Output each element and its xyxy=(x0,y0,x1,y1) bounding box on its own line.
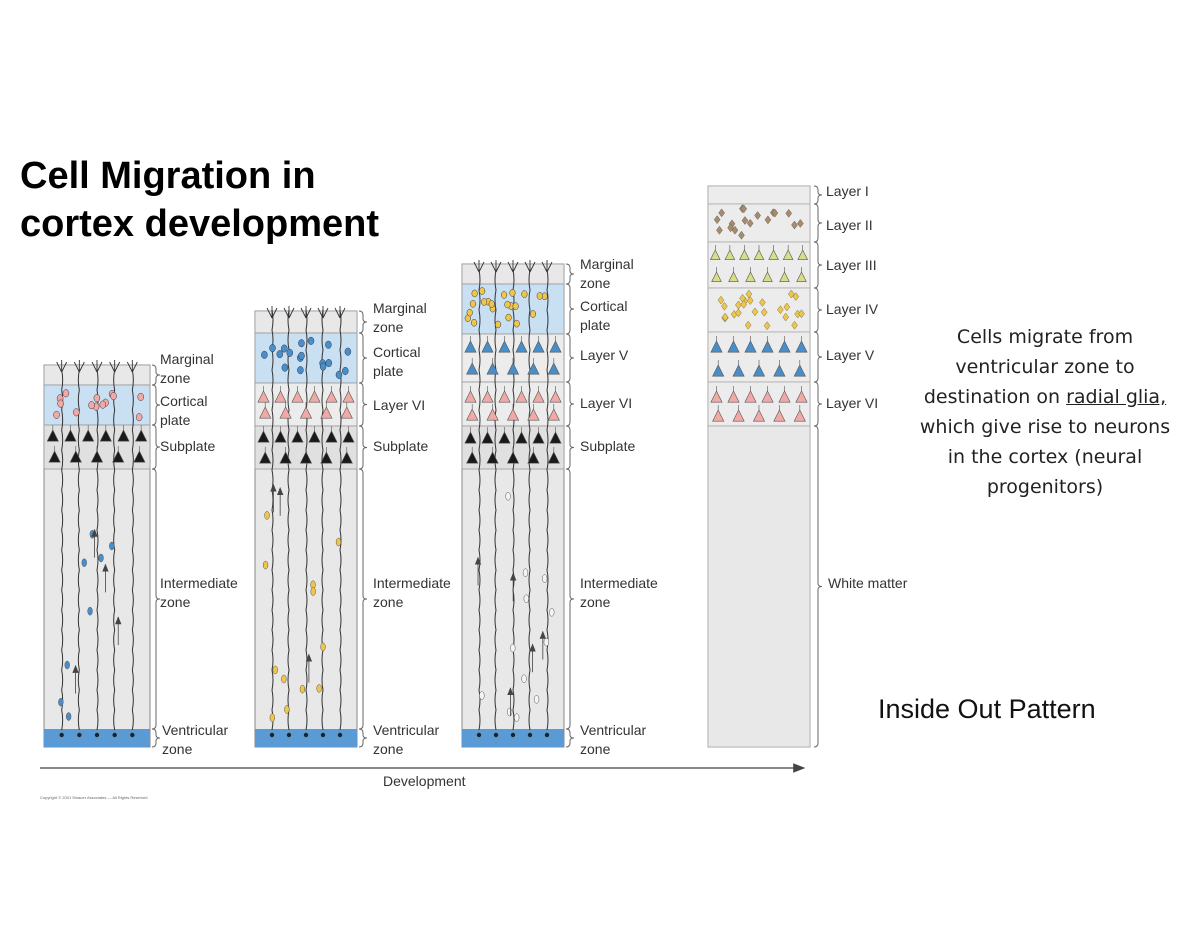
stage-3-column xyxy=(462,260,564,747)
zone-bracket xyxy=(814,288,822,332)
stage-1-ventricular-zone xyxy=(44,729,150,747)
cortical-neuron xyxy=(470,300,476,307)
zone-bracket xyxy=(814,332,822,382)
cortical-neuron xyxy=(505,301,511,308)
glia-soma xyxy=(545,733,549,737)
glia-soma xyxy=(494,733,498,737)
cortical-neuron xyxy=(320,363,326,371)
cortical-neuron xyxy=(479,288,485,295)
zone-bracket xyxy=(152,469,160,729)
stage-4-white-matter xyxy=(708,426,810,747)
zone-bracket xyxy=(566,334,574,382)
glia-soma xyxy=(270,733,274,737)
cortical-neuron xyxy=(325,341,331,349)
s1-subplate-label: Subplate xyxy=(160,438,216,454)
migrating-cell xyxy=(542,575,547,583)
cortical-neuron xyxy=(89,401,95,409)
glia-soma xyxy=(77,733,81,737)
s2-marginal-label-1: Marginal xyxy=(373,300,427,316)
migrating-cell xyxy=(109,542,114,550)
cortical-neuron xyxy=(136,413,142,421)
s3-ventricular-label-1: Ventricular xyxy=(580,722,647,738)
migrating-cell xyxy=(99,554,104,562)
cortical-neuron xyxy=(261,351,267,359)
s1-ventricular-label-2: zone xyxy=(162,741,193,757)
s3-subplate-label: Subplate xyxy=(580,438,636,454)
cortical-neuron xyxy=(298,339,304,347)
zone-bracket xyxy=(359,426,367,469)
cortical-neuron xyxy=(73,409,79,417)
migrating-cell xyxy=(549,608,554,616)
s4-white-matter-label: White matter xyxy=(828,575,908,591)
s2-cortical-label-2: plate xyxy=(373,363,404,379)
zone-bracket xyxy=(359,383,367,426)
cortical-neuron xyxy=(100,401,106,409)
migrating-cell xyxy=(514,714,519,722)
stage-2-column xyxy=(255,306,357,747)
zone-bracket xyxy=(152,425,160,469)
stage-2-labels xyxy=(373,300,451,757)
migrating-cell xyxy=(270,714,275,722)
cortical-neuron xyxy=(326,359,332,367)
cortical-neuron xyxy=(467,309,473,316)
cortical-neuron xyxy=(94,394,100,402)
cortical-neuron xyxy=(54,411,60,419)
migrating-cell xyxy=(265,511,270,519)
s2-layer6-label: Layer VI xyxy=(373,397,426,413)
cortical-neuron xyxy=(501,291,507,298)
s3-marginal-label-1: Marginal xyxy=(580,256,634,272)
cortical-neuron xyxy=(63,390,69,398)
cortical-neuron xyxy=(336,371,342,379)
s1-intermediate-label-2: zone xyxy=(160,594,191,610)
title-line-2: cortex development xyxy=(20,203,379,245)
radial-glia-term: radial glia, xyxy=(1066,386,1167,408)
cortical-neuron xyxy=(513,303,519,310)
s4-layer1-label: Layer I xyxy=(826,183,869,199)
zone-bracket xyxy=(566,382,574,426)
zone-bracket xyxy=(566,469,574,729)
cortical-neuron xyxy=(58,400,64,408)
cortical-neuron xyxy=(287,349,293,357)
s2-ventricular-label-1: Ventricular xyxy=(373,722,440,738)
s3-cortical-label-2: plate xyxy=(580,317,611,333)
stage-4-labels xyxy=(826,183,908,591)
s3-cortical-label-1: Cortical xyxy=(580,298,628,314)
migrating-cell xyxy=(544,638,549,646)
glia-soma xyxy=(321,733,325,737)
stage-1-labels xyxy=(160,351,238,757)
s2-ventricular-label-2: zone xyxy=(373,741,404,757)
inside-out-pattern-label: Inside Out Pattern xyxy=(878,694,1096,724)
migrating-cell xyxy=(336,538,341,546)
glia-soma xyxy=(528,733,532,737)
glia-soma xyxy=(130,733,134,737)
cortical-neuron xyxy=(471,319,477,326)
migrating-cell xyxy=(510,644,515,652)
zone-bracket xyxy=(814,382,822,426)
s4-layer6-label: Layer VI xyxy=(826,395,879,411)
migrating-cell xyxy=(524,595,529,603)
migrating-cell xyxy=(507,708,512,716)
zone-bracket xyxy=(814,242,822,288)
glia-soma xyxy=(511,733,515,737)
cortical-neuron xyxy=(489,300,495,307)
s3-intermediate-label-2: zone xyxy=(580,594,611,610)
cortical-neuron xyxy=(506,314,512,321)
s4-layer2-label: Layer II xyxy=(826,217,873,233)
stage-1-column xyxy=(44,360,150,747)
cortical-neuron xyxy=(342,367,348,375)
zone-bracket xyxy=(152,729,160,747)
cortical-neuron xyxy=(510,289,516,296)
migrating-cell xyxy=(300,685,305,693)
glia-soma xyxy=(95,733,99,737)
stage-4-column xyxy=(708,186,810,747)
s4-layer5-label: Layer V xyxy=(826,347,875,363)
cortical-neuron xyxy=(282,364,288,372)
zone-bracket xyxy=(359,311,367,333)
zone-bracket xyxy=(152,365,160,385)
cortical-neuron xyxy=(514,320,520,327)
glia-soma xyxy=(112,733,116,737)
cortical-neuron xyxy=(530,311,536,318)
s2-marginal-label-2: zone xyxy=(373,319,404,335)
s2-intermediate-label-2: zone xyxy=(373,594,404,610)
s1-cortical-label-2: plate xyxy=(160,412,191,428)
stage-2-ventricular-zone xyxy=(255,729,357,747)
s1-cortical-label-1: Cortical xyxy=(160,393,208,409)
migrating-cell xyxy=(479,692,484,700)
cortical-neuron xyxy=(308,337,314,345)
cortical-neuron xyxy=(277,350,283,358)
s3-layer6-label: Layer VI xyxy=(580,395,633,411)
migrating-cell xyxy=(65,661,70,669)
s3-intermediate-label-1: Intermediate xyxy=(580,575,658,591)
migrating-cell xyxy=(284,705,289,713)
s3-marginal-label-2: zone xyxy=(580,275,611,291)
glia-soma xyxy=(338,733,342,737)
zone-bracket xyxy=(814,186,822,204)
zone-bracket xyxy=(152,385,160,425)
migrating-cell xyxy=(522,675,527,683)
zone-bracket xyxy=(814,204,822,242)
migrating-cell xyxy=(90,530,95,538)
cortical-neuron xyxy=(345,348,351,356)
title-line-1: Cell Migration in xyxy=(20,155,316,197)
note-part-1: Cells migrate from ventricular zone to destination on xyxy=(923,326,1135,408)
s1-marginal-label-2: zone xyxy=(160,370,191,386)
stage-3-labels xyxy=(580,256,658,757)
development-label: Development xyxy=(383,773,466,789)
migrating-cell xyxy=(506,492,511,500)
cortical-neuron xyxy=(537,292,543,299)
zone-bracket xyxy=(814,426,822,747)
note-part-2: which give rise to neurons in the cortex (neural progenitors) xyxy=(919,416,1171,498)
cortical-neuron xyxy=(472,290,478,297)
cortical-neuron xyxy=(298,352,304,360)
cortical-neuron xyxy=(481,298,487,305)
glia-soma xyxy=(287,733,291,737)
s2-cortical-label-1: Cortical xyxy=(373,344,421,360)
migrating-cell xyxy=(281,675,286,683)
s3-layer5-label: Layer V xyxy=(580,347,629,363)
migrating-cell xyxy=(523,569,528,577)
migrating-cell xyxy=(263,561,268,569)
stage-4-layer-1 xyxy=(708,186,810,204)
s1-ventricular-label-1: Ventricular xyxy=(162,722,229,738)
cortical-neuron xyxy=(297,366,303,374)
cortical-neuron xyxy=(270,344,276,352)
migrating-cell xyxy=(534,695,539,703)
migrating-cell xyxy=(311,588,316,596)
migrating-cell xyxy=(317,684,322,692)
zone-bracket xyxy=(566,264,574,284)
cortical-neuron xyxy=(138,393,144,401)
s2-intermediate-label-1: Intermediate xyxy=(373,575,451,591)
migrating-cell xyxy=(66,713,71,721)
migrating-cell xyxy=(58,698,63,706)
s2-subplate-label: Subplate xyxy=(373,438,429,454)
cortical-neuron xyxy=(495,321,501,328)
zone-bracket xyxy=(566,426,574,469)
migrating-cell xyxy=(321,643,326,651)
glia-soma xyxy=(304,733,308,737)
cortical-neuron xyxy=(522,291,528,298)
glia-soma xyxy=(477,733,481,737)
glia-soma xyxy=(59,733,63,737)
s3-ventricular-label-2: zone xyxy=(580,741,611,757)
stage-3-ventricular-zone xyxy=(462,729,564,747)
zone-bracket xyxy=(359,333,367,383)
zone-bracket xyxy=(359,729,367,747)
zone-bracket xyxy=(359,469,367,729)
cortical-neuron xyxy=(111,392,117,400)
migrating-cell xyxy=(273,666,278,674)
zone-bracket xyxy=(566,284,574,334)
migrating-cell xyxy=(82,559,87,567)
s1-intermediate-label-1: Intermediate xyxy=(160,575,238,591)
s4-layer3-label: Layer III xyxy=(826,257,877,273)
copyright-notice: Copyright © 2001 Sinauer Associates — All Rights Reserved xyxy=(40,795,148,800)
zone-bracket xyxy=(566,729,574,747)
migrating-cell xyxy=(88,607,93,615)
s1-marginal-label-1: Marginal xyxy=(160,351,214,367)
s4-layer4-label: Layer IV xyxy=(826,301,879,317)
